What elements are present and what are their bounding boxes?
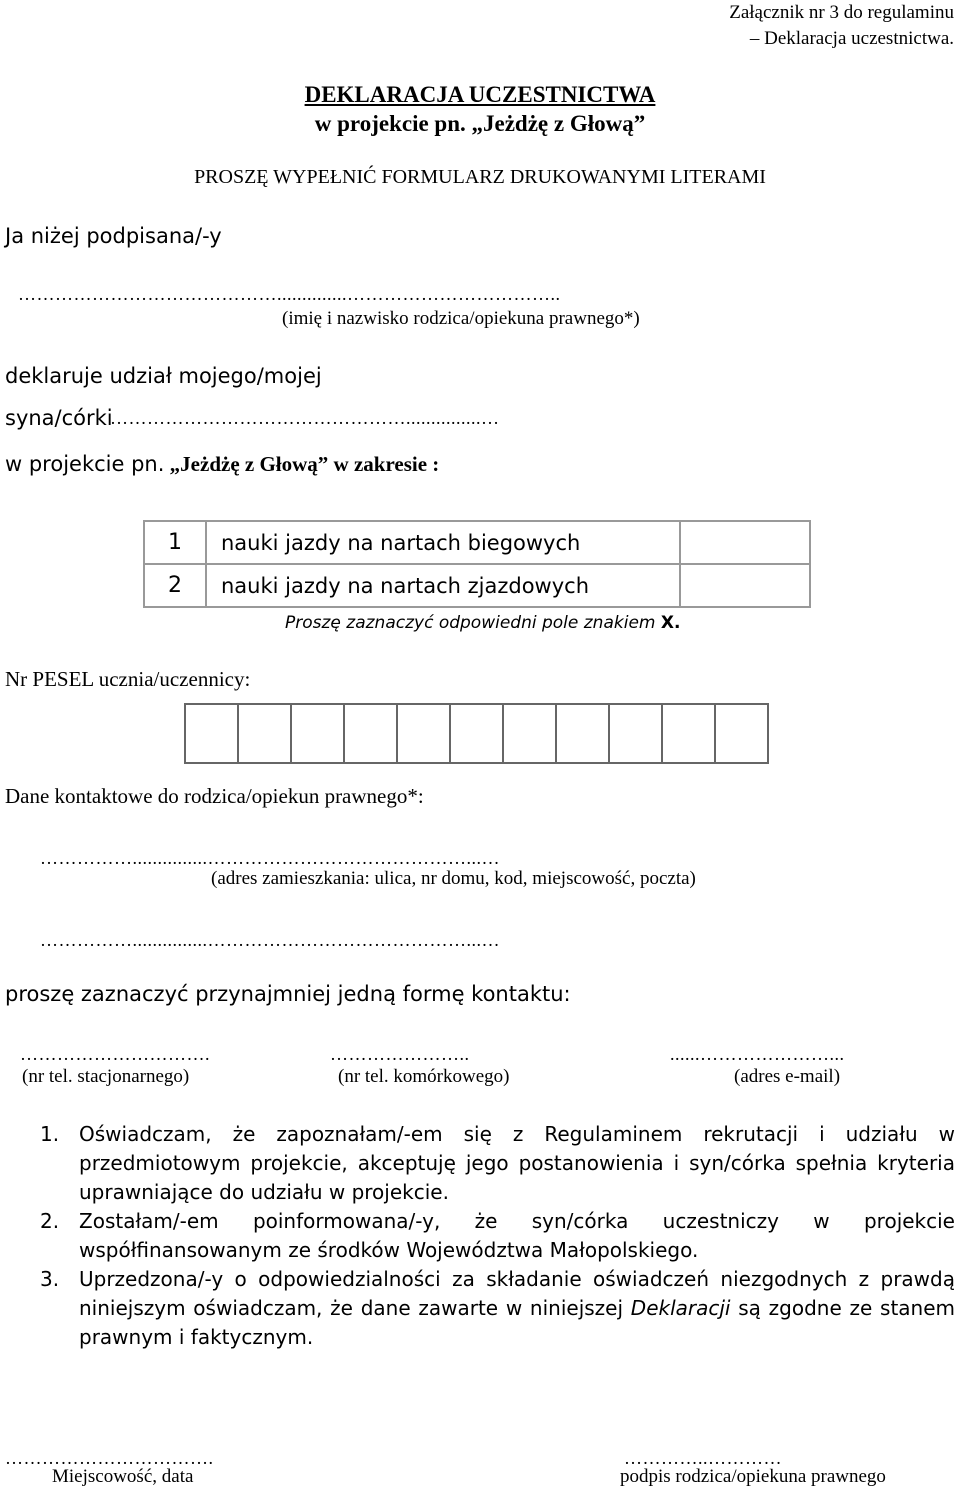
declaration-text-before: Uprzedzona/-y o odpowiedzialności za składanie oświadczeń niezgodnych z prawdą niniejszym oświadczam, że dane zawarte w niniejszej: [79, 1267, 955, 1320]
project-subtitle: w projekcie pn. „Jeżdżę z Głową”: [314, 111, 646, 136]
declaration-item: [40, 1207, 955, 1265]
project-name: „Jeżdżę z Głową” w zakresie :: [169, 452, 440, 476]
options-note-text: Proszę zaznaczyć odpowiedni pole znakiem: [285, 613, 656, 633]
address-field-2[interactable]: ……………...............……………………………………...…: [40, 930, 500, 950]
place-date-field[interactable]: …………………………….: [5, 1448, 214, 1468]
pesel-grid: [184, 703, 767, 764]
participation-text: deklaruje udział mojego/mojej: [5, 364, 322, 388]
signatory-caption: (imię i nazwisko rodzica/opiekuna prawnego*): [282, 308, 640, 329]
landline-field[interactable]: ………………………….: [20, 1044, 210, 1064]
signature-caption: podpis rodzica/opiekuna prawnego: [620, 1466, 886, 1487]
declaration-text-after: są zgodne ze stanem prawnym i faktycznym.: [79, 1296, 956, 1349]
email-caption: (adres e-mail): [734, 1066, 841, 1087]
option-number: 1: [144, 521, 206, 564]
document-title: DEKLARACJA UCZESTNICTWA: [304, 82, 656, 107]
option-row: [144, 564, 810, 607]
place-date-caption: Miejscowość, data: [52, 1466, 194, 1487]
contact-heading: Dane kontaktowe do rodzica/opiekun prawnego*:: [5, 784, 424, 808]
email-field[interactable]: ......…………………...: [670, 1044, 845, 1064]
declaration-item: [40, 1265, 955, 1352]
address-caption: (adres zamieszkania: ulica, nr domu, kod, miejscowość, poczta): [211, 868, 696, 889]
pesel-digit-box[interactable]: [449, 703, 504, 764]
child-label: syna/córki: [5, 406, 113, 430]
declaration-text: Zostałam/-em poinformowana/-y, że syn/córka uczestniczy w projekcie współfinansowanym ze środków Województwa Małopolskiego.: [79, 1209, 955, 1262]
declaration-number: 2.: [40, 1209, 60, 1233]
declaration-number: 3.: [40, 1267, 60, 1291]
options-note-mark: X.: [660, 613, 681, 633]
project-line: [5, 452, 439, 477]
options-note: [285, 613, 680, 633]
declaration-text: [79, 1265, 955, 1352]
pesel-digit-box[interactable]: [184, 703, 239, 764]
option-number: 2: [144, 564, 206, 607]
fill-instruction: PROSZĘ WYPEŁNIĆ FORMULARZ DRUKOWANYMI LITERAMI: [194, 166, 766, 188]
contact-form-prompt: proszę zaznaczyć przynajmniej jedną formę kontaktu:: [5, 982, 571, 1006]
signature-field[interactable]: …………..…………: [624, 1448, 782, 1468]
pesel-digit-box[interactable]: [290, 703, 345, 764]
annex-line-1: Załącznik nr 3 do regulaminu: [729, 2, 954, 23]
mobile-field[interactable]: …………………..: [330, 1044, 470, 1064]
signatory-name-field[interactable]: ……………………………………..............……………………………..: [18, 284, 561, 304]
option-row: [144, 521, 810, 564]
option-checkbox-cross-country[interactable]: [680, 521, 810, 564]
option-label: nauki jazdy na nartach biegowych: [206, 521, 680, 564]
pesel-digit-box[interactable]: [502, 703, 557, 764]
declaration-number: 1.: [40, 1122, 60, 1146]
pesel-digit-box[interactable]: [237, 703, 292, 764]
pesel-digit-box[interactable]: [555, 703, 610, 764]
option-checkbox-downhill[interactable]: [680, 564, 810, 607]
annex-note: [729, 0, 954, 52]
pesel-digit-box[interactable]: [714, 703, 769, 764]
pesel-digit-box[interactable]: [343, 703, 398, 764]
options-table: [143, 520, 811, 608]
mobile-caption: (nr tel. komórkowego): [338, 1066, 510, 1087]
declaration-text-italic: Deklaracji: [630, 1296, 731, 1320]
signatory-label: Ja niżej podpisana/-y: [5, 224, 222, 248]
child-name-field[interactable]: …………………………………………...............…: [110, 408, 500, 428]
project-prefix: w projekcie pn.: [5, 452, 165, 476]
annex-line-2: – Deklaracja uczestnictwa.: [749, 28, 954, 49]
pesel-label: Nr PESEL ucznia/uczennicy:: [5, 667, 251, 691]
address-field[interactable]: ……………...............……………………………………...…: [40, 848, 500, 868]
option-label: nauki jazdy na nartach zjazdowych: [206, 564, 680, 607]
landline-caption: (nr tel. stacjonarnego): [22, 1066, 190, 1087]
pesel-digit-box[interactable]: [608, 703, 663, 764]
declaration-text: Oświadczam, że zapoznałam/-em się z Regulaminem rekrutacji i udziału w przedmiotowym projekcie, akceptuję jego postanowienia i syn/córka spełnia kryteria uprawniające do udziału w projekcie.: [79, 1122, 955, 1204]
declaration-item: [40, 1120, 955, 1207]
pesel-digit-box[interactable]: [661, 703, 716, 764]
pesel-digit-box[interactable]: [396, 703, 451, 764]
